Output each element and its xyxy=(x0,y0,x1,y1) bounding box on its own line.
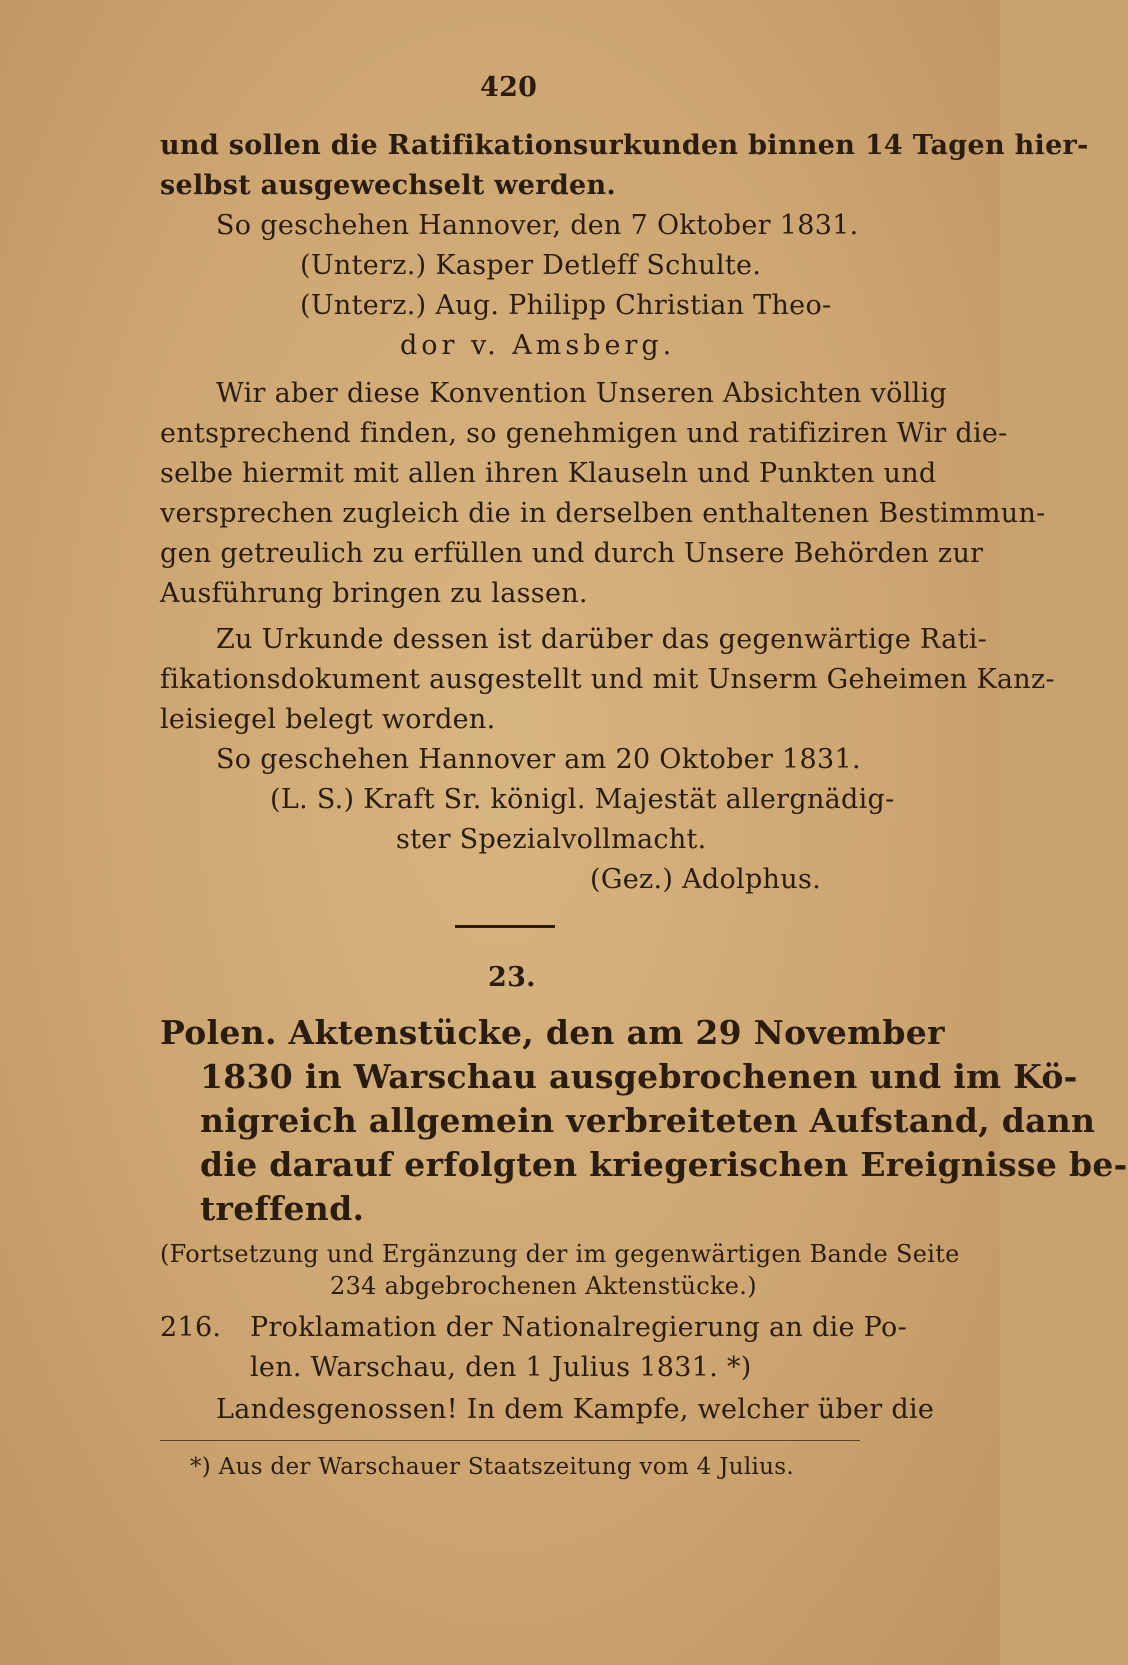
seal-line: ster Spezialvollmacht. xyxy=(396,824,707,855)
signature-line: (Unterz.) Aug. Philipp Christian Theo- xyxy=(300,290,832,321)
paragraph-line: Ausführung bringen zu lassen. xyxy=(160,578,588,609)
paragraph-line: fikationsdokument ausgestellt und mit Unserm Geheimen Kanz- xyxy=(160,664,1055,695)
item-title: Proklamation der Nationalregierung an die Po- xyxy=(250,1312,908,1343)
signed-line: (Gez.) Adolphus. xyxy=(590,864,821,895)
paragraph-line: versprechen zugleich die in derselben enthaltenen Bestimmun- xyxy=(160,498,1046,529)
item-title: len. Warschau, den 1 Julius 1831. *) xyxy=(250,1352,752,1383)
paragraph-line: leisiegel belegt worden. xyxy=(160,704,496,735)
signature-line: (Unterz.) Kasper Detleff Schulte. xyxy=(300,250,762,281)
place-date: So geschehen Hannover, den 7 Oktober 1831. xyxy=(216,210,859,241)
item-number: 216. xyxy=(160,1312,222,1343)
paragraph-line: gen getreulich zu erfüllen und durch Unsere Behörden zur xyxy=(160,538,984,569)
section-heading: nigreich allgemein verbreiteten Aufstand, dann xyxy=(200,1101,1096,1140)
place-date: So geschehen Hannover am 20 Oktober 1831. xyxy=(216,744,861,775)
section-heading: treffend. xyxy=(200,1189,365,1228)
footnote-divider xyxy=(160,1440,860,1441)
signature-line: dor v. Amsberg. xyxy=(400,330,676,361)
section-heading: Polen. Aktenstücke, den am 29 November xyxy=(160,1013,945,1052)
text-line: selbst ausgewechselt werden. xyxy=(160,170,617,201)
section-divider xyxy=(455,925,555,928)
text-line: und sollen die Ratifikationsurkunden binnen 14 Tagen hier- xyxy=(160,130,1089,161)
seal-line: (L. S.) Kraft Sr. königl. Majestät allergnädig- xyxy=(270,784,895,815)
footnote: *) Aus der Warschauer Staatszeitung vom 4 Julius. xyxy=(190,1454,794,1480)
page-number: 420 xyxy=(480,72,538,103)
paragraph-line: Wir aber diese Konvention Unseren Absichten völlig xyxy=(216,378,948,409)
continuation-note: 234 abgebrochenen Aktenstücke.) xyxy=(330,1272,757,1300)
section-heading: 1830 in Warschau ausgebrochenen und im Kö- xyxy=(200,1057,1078,1096)
paragraph-line: entsprechend finden, so genehmigen und ratifiziren Wir die- xyxy=(160,418,1008,449)
continuation-note: (Fortsetzung und Ergänzung der im gegenwärtigen Bande Seite xyxy=(160,1240,960,1268)
section-number: 23. xyxy=(488,962,536,993)
section-heading: die darauf erfolgten kriegerischen Ereignisse be- xyxy=(200,1145,1128,1184)
paragraph-line: Zu Urkunde dessen ist darüber das gegenwärtige Rati- xyxy=(216,624,988,655)
paragraph-line: selbe hiermit mit allen ihren Klauseln und Punkten und xyxy=(160,458,937,489)
text-line: Landesgenossen! In dem Kampfe, welcher über die xyxy=(216,1394,935,1425)
